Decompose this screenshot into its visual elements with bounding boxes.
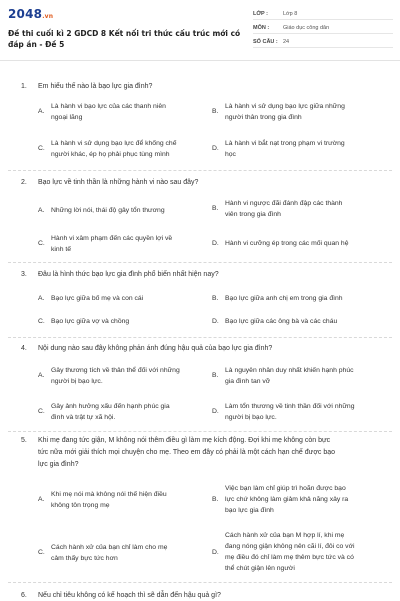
exam-meta xyxy=(253,9,393,51)
question-text: Em hiểu thế nào là bạo lực gia đình? xyxy=(38,83,153,90)
question-text: tức nữa mới giải thích mọi chuyện cho mẹ. Theo em đây có phải là một cách hạn chế được bạo xyxy=(38,449,336,456)
option-text: kinh tế xyxy=(51,246,72,253)
option-4b[interactable] xyxy=(212,365,390,387)
question-number: 4. xyxy=(21,345,27,352)
option-letter: A. xyxy=(38,207,45,214)
option-letter: C. xyxy=(38,408,45,415)
option-1c[interactable] xyxy=(38,138,203,160)
meta-key: LỚP : xyxy=(253,11,268,17)
option-2d[interactable] xyxy=(212,238,387,249)
option-text: Là hành vi bạo lực của các thanh niên xyxy=(51,103,166,110)
meta-key: MÔN : xyxy=(253,25,270,31)
site-logo[interactable] xyxy=(8,7,53,21)
question-text: Nếu chỉ tiêu không có kế hoạch thì sẽ dẫn đến hậu quả gì? xyxy=(38,592,221,599)
option-1a[interactable] xyxy=(38,101,198,123)
option-letter: B. xyxy=(212,205,219,212)
option-letter: A. xyxy=(38,496,45,503)
option-text: Là hành vi sử dụng bạo lực để khống chế xyxy=(51,140,177,147)
question-text: Đâu là hình thức bạo lực gia đình phổ biến nhất hiện nay? xyxy=(38,271,219,278)
option-text: Hành vi xâm phạm đến các quyền lợi về xyxy=(51,235,173,242)
option-text: lực chứ không làm giảm khả năng xảy ra xyxy=(225,496,349,503)
meta-class xyxy=(253,9,393,20)
question-text: Bạo lực về tinh thần là những hành vi nào sau đây? xyxy=(38,179,199,186)
meta-value: Lớp 8 xyxy=(283,11,298,17)
option-text: Bạo lực giữa vợ và chồng xyxy=(51,318,130,325)
option-text: Việc bạn làm chỉ giúp trì hoãn được bạo xyxy=(225,485,346,492)
option-3b[interactable] xyxy=(212,293,387,304)
meta-count xyxy=(253,37,393,48)
option-5c[interactable] xyxy=(38,542,208,564)
option-text: đình và trật tự xã hội. xyxy=(51,414,116,421)
question-divider xyxy=(8,431,392,432)
option-text: người khác, ép họ phải phục tùng mình xyxy=(51,151,170,158)
option-text: Hành vi cưỡng ép trong các mối quan hệ xyxy=(225,240,349,247)
option-letter: B. xyxy=(212,372,219,379)
option-4a[interactable] xyxy=(38,365,208,387)
meta-subject xyxy=(253,23,393,34)
option-text: người thân trong gia đình xyxy=(225,114,302,121)
question-divider xyxy=(8,582,392,583)
option-letter: C. xyxy=(38,318,45,325)
option-text: Gây ảnh hưởng xấu đến hạnh phúc gia xyxy=(51,403,170,410)
option-1d[interactable] xyxy=(212,138,387,160)
option-text: bạo lực gia đình xyxy=(225,507,274,514)
option-1b[interactable] xyxy=(212,101,387,123)
option-letter: A. xyxy=(38,108,45,115)
option-5d[interactable] xyxy=(212,530,392,574)
option-letter: B. xyxy=(212,108,219,115)
option-4c[interactable] xyxy=(38,401,208,423)
question-number: 3. xyxy=(21,271,27,278)
question-divider xyxy=(8,170,392,171)
option-2b[interactable] xyxy=(212,198,387,220)
question-number: 6. xyxy=(21,592,27,599)
question-divider xyxy=(8,337,392,338)
question-divider xyxy=(8,262,392,263)
option-text: người bị bạo lực. xyxy=(225,414,277,421)
exam-title: Đề thi cuối kì 2 GDCD 8 Kết nối tri thức cấu trúc mới có đáp án - Đề 5 xyxy=(8,29,241,49)
question-number: 1. xyxy=(21,83,27,90)
question-text: lực gia đình? xyxy=(38,461,79,468)
option-text: Những lời nói, thái độ gây tổn thương xyxy=(51,207,165,214)
logo-main: 2048 xyxy=(8,7,43,21)
option-text: gia đình tan vỡ xyxy=(225,378,271,385)
option-2c[interactable] xyxy=(38,233,203,255)
question-number: 5. xyxy=(21,437,27,444)
option-text: ngoại lăng xyxy=(51,114,83,121)
option-letter: C. xyxy=(38,240,45,247)
option-text: Là nguyên nhân duy nhất khiến hạnh phúc xyxy=(225,367,354,374)
question-text: Nội dung nào sau đây không phản ánh đúng hậu quả của bạo lực gia đình? xyxy=(38,345,273,352)
option-text: không tôn trọng mẹ xyxy=(51,502,110,509)
option-letter: D. xyxy=(212,549,219,556)
option-text: Cách hành xử của bạn chỉ làm cho mẹ xyxy=(51,544,168,551)
option-3a[interactable] xyxy=(38,293,203,304)
option-letter: A. xyxy=(38,295,45,302)
option-letter: C. xyxy=(38,549,45,556)
option-text: Bạo lực giữa anh chị em trong gia đình xyxy=(225,295,343,302)
option-letter: D. xyxy=(212,240,219,247)
option-text: Gây thương tích về thân thể đối với những xyxy=(51,367,180,374)
option-letter: D. xyxy=(212,145,219,152)
option-text: đang nóng giận không nên cãi lí, đôi co với xyxy=(225,543,355,550)
option-text: mẹ điều đó chỉ làm mẹ thêm bực tức và có xyxy=(225,554,354,561)
option-text: thể chút giận lên người xyxy=(225,565,295,572)
option-text: người bị bạo lực. xyxy=(51,378,103,385)
option-text: Bạo lực giữa bố mẹ và con cái xyxy=(51,295,144,302)
option-text: Bạo lực giữa các ông bà và các cháu xyxy=(225,318,338,325)
question-text: Khi mẹ đang tức giận, M không nói thêm điều gì làm mẹ kích động. Đợi khi mẹ không còn bực xyxy=(38,437,331,444)
option-text: Hành vi ngược đãi đánh đập các thành xyxy=(225,200,343,207)
option-letter: A. xyxy=(38,372,45,379)
option-letter: B. xyxy=(212,295,219,302)
option-4d[interactable] xyxy=(212,401,390,423)
option-5a[interactable] xyxy=(38,489,208,511)
page-header xyxy=(0,0,400,61)
option-letter: C. xyxy=(38,145,45,152)
option-letter: B. xyxy=(212,496,219,503)
option-text: cảm thấy bực tức hơn xyxy=(51,555,118,562)
option-text: Khi mẹ nói mà không nói thế hiện điều xyxy=(51,491,167,498)
option-text: học xyxy=(225,151,236,158)
option-2a[interactable] xyxy=(38,205,203,216)
meta-key: SỐ CÂU : xyxy=(253,39,278,45)
option-3d[interactable] xyxy=(212,316,387,327)
option-text: Là hành vi sử dụng bạo lực giữa những xyxy=(225,103,345,110)
option-text: viên trong gia đình xyxy=(225,211,281,218)
option-3c[interactable] xyxy=(38,316,203,327)
meta-value: Giáo dục công dân xyxy=(283,25,330,31)
option-letter: D. xyxy=(212,318,219,325)
meta-value: 24 xyxy=(283,39,290,45)
option-text: Cách hành xử của bạn M hợp lí, khi mẹ xyxy=(225,532,345,539)
question-number: 2. xyxy=(21,179,27,186)
logo-suffix: .vn xyxy=(42,13,54,20)
option-text: Làm tổn thương về tinh thần đối với những xyxy=(225,403,355,410)
option-letter: D. xyxy=(212,408,219,415)
option-5b[interactable] xyxy=(212,483,390,516)
option-text: Là hành vi bắt nạt trong phạm vi trường xyxy=(225,140,345,147)
